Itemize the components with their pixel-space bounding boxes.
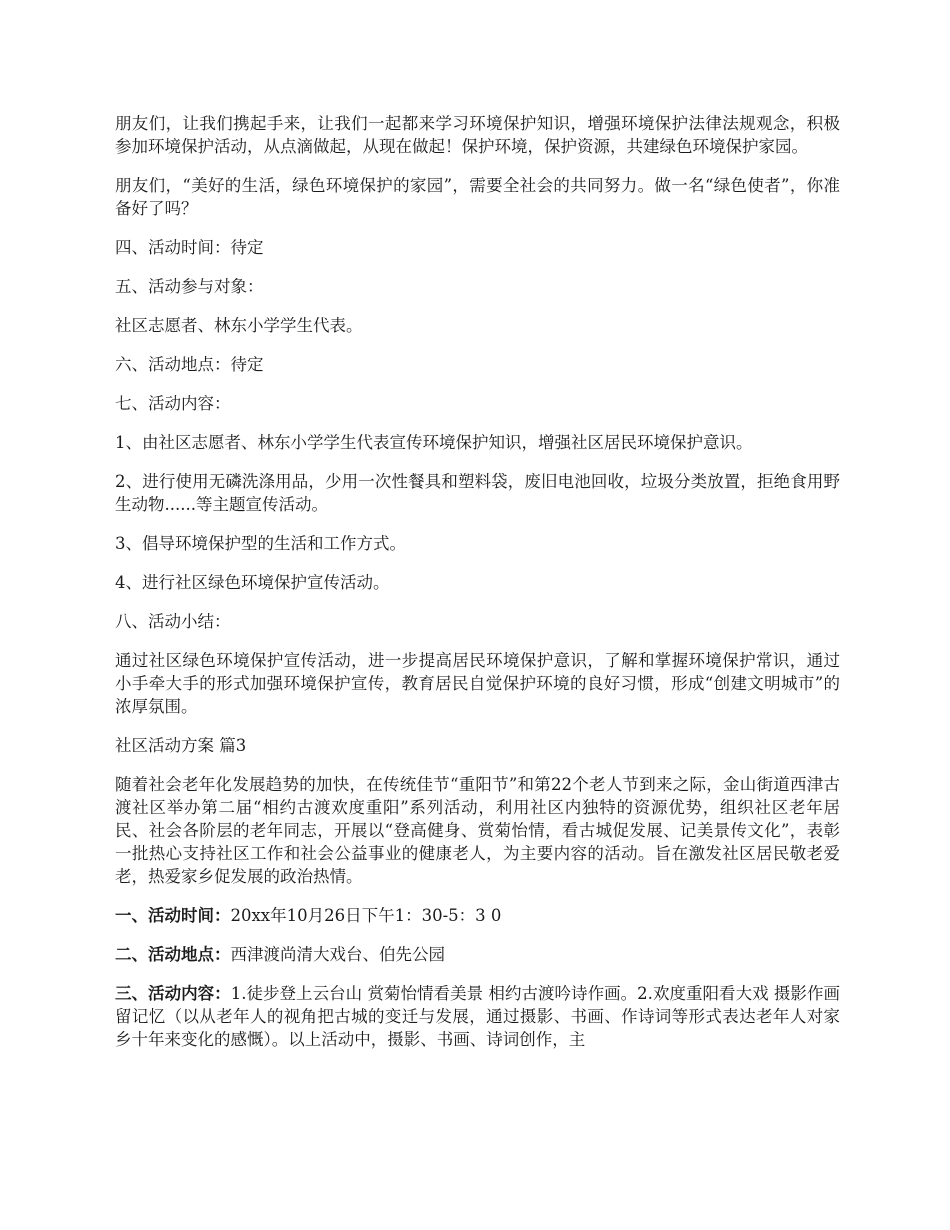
section-activity-place: 六、活动地点：待定 bbox=[115, 355, 264, 374]
paragraph-summary: 通过社区绿色环境保护宣传活动，进一步提高居民环境保护意识，了解和掌握环境保护常识，通过小手牵大手的形式加强环境保护宣传，教育居民自觉保护环境的良好习惯，形成“创建文明城市”的浓厚氛围。 bbox=[115, 651, 840, 716]
list-item: 2、进行使用无磷洗涤用品，少用一次性餐具和塑料袋，废旧电池回收，垃圾分类放置，拒绝食用野生动物......等主题宣传活动。 bbox=[115, 472, 840, 514]
paragraph-participants: 社区志愿者、林东小学学生代表。 bbox=[115, 316, 363, 335]
section-activity-content: 七、活动内容： bbox=[115, 394, 231, 413]
activity-content-label: 三、活动内容： bbox=[115, 984, 231, 1003]
list-item: 3、倡导环境保护型的生活和工作方式。 bbox=[115, 534, 406, 553]
activity-time-row bbox=[115, 904, 840, 927]
paragraph-green-envoy: 朋友们，“美好的生活，绿色环境保护的家园”，需要全社会的共同努力。做一名“绿色使者”，你准备好了吗？ bbox=[115, 176, 840, 218]
activity-place-row bbox=[115, 943, 840, 966]
paragraph-intro-call: 朋友们，让我们携起手来，让我们一起都来学习环境保护知识，增强环境保护法律法规观念，积极参加环境保护活动，从点滴做起，从现在做起！保护环境，保护资源，共建绿色环境保护家园。 bbox=[115, 114, 840, 156]
activity-time-label: 一、活动时间： bbox=[115, 906, 231, 925]
activity-content-value: 1.徒步登上云台山 赏菊怡情看美景 相约古渡吟诗作画。2.欢度重阳看大戏 摄影作画留记忆（以从老年人的视角把古城的变迁与发展，通过摄影、书画、作诗词等形式表达老年人对家乡十年来变化的感慨）。以上活动中，摄影、书画、诗词创作，主 bbox=[115, 984, 840, 1049]
document-body bbox=[115, 112, 840, 1067]
activity-place-label: 二、活动地点： bbox=[115, 945, 231, 964]
section-summary: 八、活动小结： bbox=[115, 612, 231, 631]
plan-title: 社区活动方案 篇3 bbox=[115, 736, 247, 755]
list-item: 4、进行社区绿色环境保护宣传活动。 bbox=[115, 573, 390, 592]
activity-content-row bbox=[115, 982, 840, 1051]
activity-time-value: 20xx年10月26日下午1：30-5：3 0 bbox=[230, 906, 502, 925]
section-activity-time: 四、活动时间：待定 bbox=[115, 238, 264, 257]
section-participants: 五、活动参与对象： bbox=[115, 277, 264, 296]
paragraph-plan-intro: 随着社会老年化发展趋势的加快，在传统佳节“重阳节”和第22个老人节到来之际，金山街道西津古渡社区举办第二届“相约古渡欢度重阳”系列活动，利用社区内独特的资源优势，组织社区老年居民、社会各阶层的老年同志，开展以“登高健身、赏菊怡情，看古城促发展、记美景传文化”，表彰一批热心支持社区工作和社会公益事业的健康老人，为主要内容的活动。旨在激发社区居民敬老爱老，热爱家乡促发展的政治热情。 bbox=[115, 775, 840, 886]
list-item: 1、由社区志愿者、林东小学学生代表宣传环境保护知识，增强社区居民环境保护意识。 bbox=[115, 433, 753, 452]
activity-place-value: 西津渡尚清大戏台、伯先公园 bbox=[230, 945, 445, 964]
